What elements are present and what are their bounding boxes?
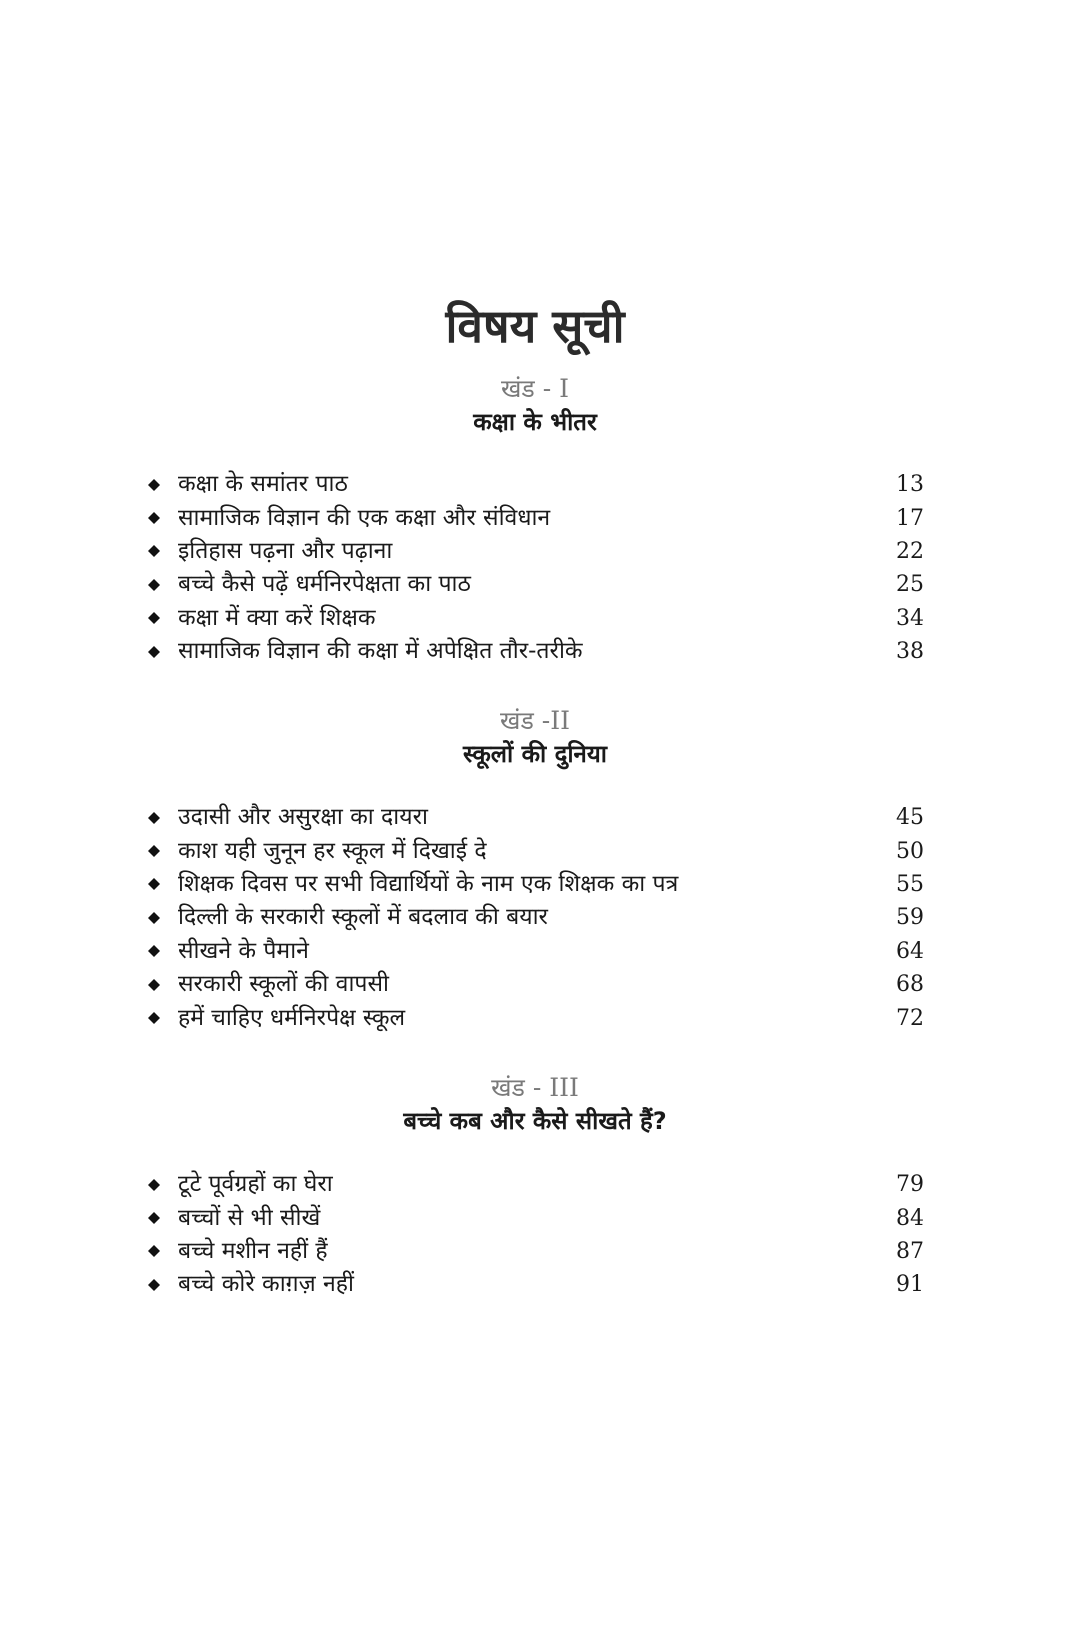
toc-entry[interactable] [148,868,924,901]
toc-entry-page: 22 [896,538,924,564]
section-1-header [0,373,1070,439]
toc-entry-page: 84 [896,1205,924,1231]
toc-entry-page: 87 [896,1238,924,1264]
toc-entry-title: बच्चे मशीन नहीं हैं [178,1237,328,1264]
toc-entry-title: इतिहास पढ़ना और पढ़ाना [178,537,393,564]
diamond-bullet-icon [148,512,178,524]
section-label: खंड - III [491,1073,579,1102]
diamond-bullet-icon [148,1212,178,1224]
toc-entry-page: 17 [896,505,924,531]
diamond-bullet-icon [148,479,178,491]
diamond-bullet-icon [148,845,178,857]
toc-entry-page: 91 [896,1272,924,1298]
toc-entry[interactable] [148,535,924,568]
diamond-bullet-icon [148,945,178,957]
section-1-entries [148,468,924,668]
section-3-entries [148,1168,924,1302]
toc-entry-page: 38 [896,639,924,665]
toc-entry[interactable] [148,1001,924,1034]
diamond-bullet-icon [148,812,178,824]
toc-entry[interactable] [148,1235,924,1268]
toc-entry[interactable] [148,1201,924,1234]
toc-entry[interactable] [148,801,924,834]
diamond-bullet-icon [148,579,178,591]
section-3-header [0,1072,1070,1138]
toc-entry[interactable] [148,901,924,934]
toc-entry-page: 13 [896,472,924,498]
toc-entry-page: 64 [896,938,924,964]
section-2-entries [148,801,924,1035]
section-heading: कक्षा के भीतर [473,408,597,436]
diamond-bullet-icon [148,545,178,557]
toc-entry-page: 59 [896,905,924,931]
toc-entry-title: काश यही जुनून हर स्कूल में दिखाई दे [178,837,487,864]
toc-entry-title: कक्षा के समांतर पाठ [178,471,348,498]
section-2-header [0,705,1070,771]
toc-entry-title: सरकारी स्कूलों की वापसी [178,971,389,998]
toc-entry-title: दिल्ली के सरकारी स्कूलों में बदलाव की बयार [178,904,548,931]
toc-entry-title: सामाजिक विज्ञान की कक्षा में अपेक्षित तौर-तरीके [178,638,583,665]
diamond-bullet-icon [148,1012,178,1024]
toc-entry-page: 55 [896,871,924,897]
toc-entry-title: बच्चे कोरे काग़ज़ नहीं [178,1271,354,1298]
diamond-bullet-icon [148,878,178,890]
diamond-bullet-icon [148,1245,178,1257]
toc-entry-page: 79 [896,1172,924,1198]
toc-entry-page: 25 [896,572,924,598]
toc-entry[interactable] [148,468,924,501]
toc-entry-title: उदासी और असुरक्षा का दायरा [178,804,428,831]
diamond-bullet-icon [148,912,178,924]
toc-entry-page: 68 [896,972,924,998]
toc-entry[interactable] [148,1168,924,1201]
diamond-bullet-icon [148,612,178,624]
section-label: खंड -II [500,706,570,735]
diamond-bullet-icon [148,1279,178,1291]
toc-entry-title: सीखने के पैमाने [178,937,309,964]
toc-entry[interactable] [148,602,924,635]
toc-entry-title: टूटे पूर्वग्रहों का घेरा [178,1171,333,1198]
section-heading: बच्चे कब और कैसे सीखते हैं? [403,1107,667,1135]
section-label: खंड - I [500,374,570,403]
toc-entry-page: 50 [896,838,924,864]
toc-entry[interactable] [148,935,924,968]
diamond-bullet-icon [148,979,178,991]
toc-entry-title: बच्चे कैसे पढ़ें धर्मनिरपेक्षता का पाठ [178,571,471,598]
toc-entry[interactable] [148,834,924,867]
toc-entry-page: 45 [896,805,924,831]
toc-entry-title: हमें चाहिए धर्मनिरपेक्ष स्कूल [178,1004,406,1031]
toc-entry[interactable] [148,501,924,534]
toc-entry[interactable] [148,968,924,1001]
toc-entry[interactable] [148,1268,924,1301]
toc-entry-page: 72 [896,1005,924,1031]
toc-entry[interactable] [148,635,924,668]
toc-entry-title: शिक्षक दिवस पर सभी विद्यार्थियों के नाम एक शिक्षक का पत्र [178,870,679,897]
toc-title: विषय सूची [445,299,625,353]
toc-entry-title: कक्षा में क्या करें शिक्षक [178,604,376,631]
section-heading: स्कूलों की दुनिया [462,740,608,768]
toc-entry-title: बच्चों से भी सीखें [178,1204,321,1231]
diamond-bullet-icon [148,1179,178,1191]
toc-entry-page: 34 [896,605,924,631]
toc-entry-title: सामाजिक विज्ञान की एक कक्षा और संविधान [178,504,551,531]
diamond-bullet-icon [148,646,178,658]
toc-entry[interactable] [148,568,924,601]
